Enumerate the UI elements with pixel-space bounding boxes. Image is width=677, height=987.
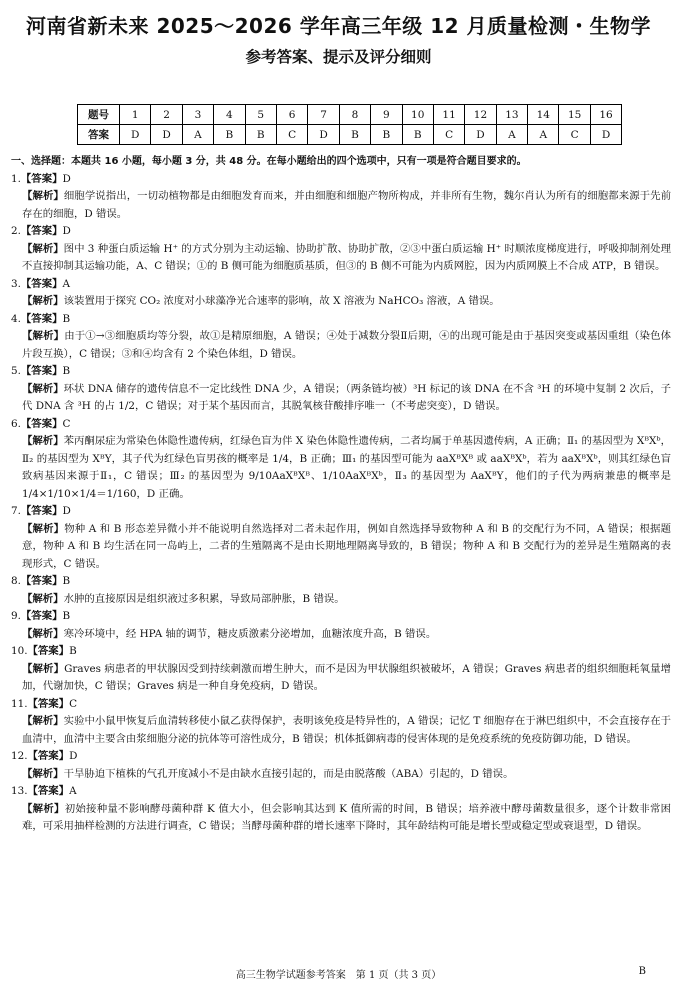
answer-cell: C xyxy=(433,125,464,145)
answer-line xyxy=(11,573,671,591)
analysis-text: 环状 DNA 储存的遗传信息不一定比线性 DNA 少，A 错误；（两条链均被）³H 标记的该 DNA 在不含 ³H 的环境中复制 2 次后，子代 DNA 含 ³H 的占 1/2，C 错误；对于某个基因而言，其脱氧核苷酸排序唯一（不考虑突变），D 错误。 xyxy=(22,382,672,412)
question-number: 6. xyxy=(11,417,21,430)
answer-line xyxy=(11,363,671,381)
question-number: 9. xyxy=(11,610,21,622)
answer-tag: 【答案】 xyxy=(27,645,70,657)
question-number-cell: 10 xyxy=(402,105,433,125)
question-block xyxy=(11,311,671,364)
analysis-paragraph xyxy=(11,381,671,416)
answer-cell: B xyxy=(339,125,370,145)
answer-line xyxy=(11,503,671,521)
analysis-tag: 【解析】 xyxy=(22,592,64,605)
page-subtitle: 参考答案、提示及评分细则 xyxy=(245,48,432,66)
question-number-cell: 8 xyxy=(339,105,370,125)
answer-body xyxy=(11,153,671,836)
analysis-tag: 【解析】 xyxy=(22,767,64,780)
answer-table-row-label: 题号 xyxy=(78,105,120,125)
question-number-cell: 2 xyxy=(151,105,182,125)
answer-cell: D xyxy=(590,125,621,145)
answer-tag: 【答案】 xyxy=(20,225,63,237)
answer-cell: D xyxy=(151,125,182,145)
answer-cell: B xyxy=(245,125,276,145)
question-number: 1. xyxy=(11,172,21,185)
analysis-text: 水肿的直接原因是组织液过多积累，导致局部肿胀，B 错误。 xyxy=(63,592,345,605)
analysis-paragraph xyxy=(11,591,671,609)
question-number-cell: 1 xyxy=(120,105,151,125)
answer-cell: B xyxy=(371,125,402,145)
analysis-tag: 【解析】 xyxy=(22,627,64,640)
analysis-text: 图中 3 种蛋白质运输 H⁺ 的方式分别为主动运输、协助扩散、协助扩散，②③中蛋白质运输 H⁺ 时顺浓度梯度进行，呼吸抑制剂处理不直接抑制其运输功能，A、C 错误；①的 B 侧可能为细胞质基质，但③的 B 侧不可能为内质网腔，因为内质网膜上不合成 ATP，B 错误。 xyxy=(22,242,672,272)
analysis-paragraph xyxy=(11,766,671,784)
answer-letter: C xyxy=(62,417,71,430)
answer-cell: D xyxy=(120,125,151,145)
question-list xyxy=(11,171,671,836)
question-number: 7. xyxy=(11,505,21,517)
analysis-text: 干旱胁迫下植株的气孔开度减小不是由缺水直接引起的，而是由脱落酸（ABA）引起的，D 错误。 xyxy=(63,767,514,780)
analysis-paragraph xyxy=(11,713,671,748)
answer-letter: A xyxy=(62,277,70,290)
answer-cell: A xyxy=(182,125,213,145)
analysis-text: Graves 病患者的甲状腺因受到持续刺激而增生肿大，而不是因为甲状腺组织被破坏，A 错误；Graves 病患者的组织细胞耗氧量增加，代谢加快，C 错误；Graves 病是一种自身免疫病，D 错误。 xyxy=(22,662,671,692)
analysis-tag: 【解析】 xyxy=(22,190,64,202)
answer-letter: B xyxy=(62,575,71,587)
section-heading: 一、选择题：本题共 16 小题，每小题 3 分，共 48 分。在每小题给出的四个选项中，只有一项是符合题目要求的。 xyxy=(11,156,527,167)
question-number: 3. xyxy=(11,277,21,290)
answer-table-number-row xyxy=(78,105,622,125)
answer-cell: B xyxy=(214,125,245,145)
question-block xyxy=(11,416,671,504)
question-number: 13. xyxy=(11,785,28,797)
answer-letter: D xyxy=(62,172,71,185)
analysis-tag: 【解析】 xyxy=(22,295,64,307)
answer-cell: C xyxy=(276,125,307,145)
answer-letter: D xyxy=(69,750,78,762)
question-number-cell: 15 xyxy=(559,105,590,125)
answer-line xyxy=(11,608,671,626)
answer-letter: B xyxy=(69,645,77,657)
answer-tag: 【答案】 xyxy=(27,785,70,797)
question-block xyxy=(11,748,671,783)
analysis-paragraph xyxy=(11,241,671,276)
analysis-text: 初始接种量不影响酵母菌种群 K 值大小，但会影响其达到 K 值所需的时间，B 错误；培养液中酵母菌数量很多，逐个计数非常困难，可采用抽样检测的方法进行调查，C 错误；当酵母菌种群的增长速率下降时，其年龄结构可能是增长型或稳定型或衰退型，D 错误。 xyxy=(22,802,672,832)
answer-cell: A xyxy=(528,125,559,145)
answer-line xyxy=(11,643,671,661)
answer-tag: 【答案】 xyxy=(20,575,63,587)
answer-table-row-label: 答案 xyxy=(78,125,120,145)
answer-line xyxy=(11,416,671,434)
analysis-tag: 【解析】 xyxy=(22,522,65,535)
answer-tag: 【答案】 xyxy=(20,277,63,290)
analysis-text: 由于①→③细胞质均等分裂，故①是精原细胞，A 错误；④处于减数分裂Ⅱ后期，④的出现可能是由于基因突变或基因重组（染色体片段互换），C 错误；③和④均含有 2 个染色体组，D 错误。 xyxy=(22,330,672,360)
question-block xyxy=(11,223,671,276)
question-number-cell: 13 xyxy=(496,105,527,125)
analysis-tag: 【解析】 xyxy=(22,382,64,395)
analysis-text: 细胞学说指出，一切动植物都是由细胞发育而来，并由细胞和细胞产物所构成，并非所有生物，魏尔肖认为所有的细胞都来源于先前存在的细胞，D 错误。 xyxy=(22,190,672,220)
analysis-tag: 【解析】 xyxy=(22,242,64,255)
answer-letter: B xyxy=(62,365,71,377)
question-number-cell: 6 xyxy=(276,105,307,125)
answer-letter: D xyxy=(62,505,71,517)
answer-line xyxy=(11,783,671,801)
answer-tag: 【答案】 xyxy=(27,697,70,710)
question-block xyxy=(11,573,671,608)
answer-cell: D xyxy=(308,125,339,145)
analysis-tag: 【解析】 xyxy=(22,435,64,447)
analysis-paragraph xyxy=(11,188,671,223)
question-number-cell: 9 xyxy=(371,105,402,125)
question-block xyxy=(11,643,671,696)
answer-tag: 【答案】 xyxy=(20,505,63,517)
question-number-cell: 12 xyxy=(465,105,496,125)
question-number-cell: 3 xyxy=(182,105,213,125)
analysis-text: 寒冷环境中，经 HPA 轴的调节，糖皮质激素分泌增加，血糖浓度升高，B 错误。 xyxy=(63,627,437,640)
question-number: 12. xyxy=(11,750,28,762)
answer-tag: 【答案】 xyxy=(20,417,63,430)
answer-table xyxy=(77,104,622,145)
question-number-cell: 16 xyxy=(590,105,621,125)
answer-cell: D xyxy=(465,125,496,145)
analysis-text: 该装置用于探究 CO₂ 浓度对小球藻净光合速率的影响，故 X 溶液为 NaHCO₃ 溶液，A 错误。 xyxy=(63,295,500,307)
analysis-tag: 【解析】 xyxy=(22,715,64,727)
answer-table-answer-row xyxy=(78,125,622,145)
question-number-cell: 11 xyxy=(433,105,464,125)
answer-line xyxy=(11,748,671,766)
analysis-paragraph xyxy=(11,521,671,574)
answer-letter: C xyxy=(69,697,78,710)
question-block xyxy=(11,171,671,224)
analysis-paragraph xyxy=(11,328,671,363)
question-number-cell: 7 xyxy=(308,105,339,125)
answer-line xyxy=(11,311,671,329)
answer-cell: C xyxy=(559,125,590,145)
analysis-paragraph xyxy=(11,433,671,503)
answer-letter: B xyxy=(62,610,71,622)
analysis-text: 苯丙酮尿症为常染色体隐性遗传病，红绿色盲为伴 X 染色体隐性遗传病，二者均属于单基因遗传病，A 正确；Ⅱ₁ 的基因型为 XᴮXᵇ，Ⅱ₂ 的基因型为 XᴮY，其子代为红绿色盲男孩的概率是 1/4，B 正确；Ⅲ₁ 的基因型可能为 aaXᴮXᴮ 或 aaXᴮXᵇ，若为 aaXᴮXᵇ，则其红绿色盲致病基因来源于Ⅱ₁，C 错误；Ⅲ₂ 的基因型为 9/10AaXᴮXᴮ、1/10AaXᴮXᵇ，Ⅱ₃ 的基因型为 AaXᴮY，他们的子代为两病兼患的概率是 1/4×1/10×1/4＝1/160，D 正确。 xyxy=(22,435,671,500)
question-number: 10. xyxy=(11,645,28,657)
page-footer: 高三生物学试题参考答案 第 1 页（共 3 页） xyxy=(235,970,442,981)
question-number: 8. xyxy=(11,575,21,587)
question-block xyxy=(11,503,671,573)
answer-tag: 【答案】 xyxy=(20,172,63,185)
question-number-cell: 4 xyxy=(214,105,245,125)
question-number: 11. xyxy=(11,697,28,710)
page-title: 河南省新未来 2025～2026 学年高三年级 12 月质量检测・生物学 xyxy=(25,14,651,38)
answer-line xyxy=(11,276,671,294)
question-block xyxy=(11,696,671,749)
question-number: 5. xyxy=(11,365,21,377)
answer-tag: 【答案】 xyxy=(20,312,63,325)
answer-cell: A xyxy=(496,125,527,145)
answer-tag: 【答案】 xyxy=(20,365,63,377)
analysis-paragraph xyxy=(11,801,671,836)
answer-letter: A xyxy=(69,785,77,797)
analysis-tag: 【解析】 xyxy=(22,330,65,342)
question-number-cell: 5 xyxy=(245,105,276,125)
analysis-paragraph xyxy=(11,661,671,696)
version-code: B xyxy=(638,966,646,977)
analysis-text: 物种 A 和 B 形态差异微小并不能说明自然选择对二者未起作用，例如自然选择导致物种 A 和 B 的交配行为不同，A 错误；根据题意，物种 A 和 B 均生活在同一岛屿上，二者的生殖隔离不是由长期地理隔离导致的，B 错误；物种 A 和 B 交配行为的差异是生殖隔离的表现形式，C 错误。 xyxy=(22,522,671,570)
analysis-paragraph xyxy=(11,626,671,644)
analysis-tag: 【解析】 xyxy=(22,802,65,815)
analysis-text: 实验中小鼠甲恢复后血清转移使小鼠乙获得保护，表明该免疫是特异性的，A 错误；记忆 T 细胞存在于淋巴组织中，不会直接存在于血清中，血清中主要含由浆细胞分泌的抗体等可溶性成分，B 错误；机体抵御病毒的侵害体现的是免疫系统的免疫防御功能，D 错误。 xyxy=(22,715,672,745)
answer-letter: D xyxy=(62,225,71,237)
question-block xyxy=(11,608,671,643)
answer-tag: 【答案】 xyxy=(27,750,70,762)
analysis-paragraph xyxy=(11,293,671,311)
answer-line xyxy=(11,171,671,189)
answer-letter: B xyxy=(62,312,71,325)
analysis-tag: 【解析】 xyxy=(22,662,65,675)
question-block xyxy=(11,363,671,416)
answer-tag: 【答案】 xyxy=(20,610,63,622)
question-block xyxy=(11,783,671,836)
answer-cell: B xyxy=(402,125,433,145)
question-number: 2. xyxy=(11,225,21,237)
question-number: 4. xyxy=(11,312,21,325)
question-block xyxy=(11,276,671,311)
answer-line xyxy=(11,696,671,714)
question-number-cell: 14 xyxy=(528,105,559,125)
answer-line xyxy=(11,223,671,241)
